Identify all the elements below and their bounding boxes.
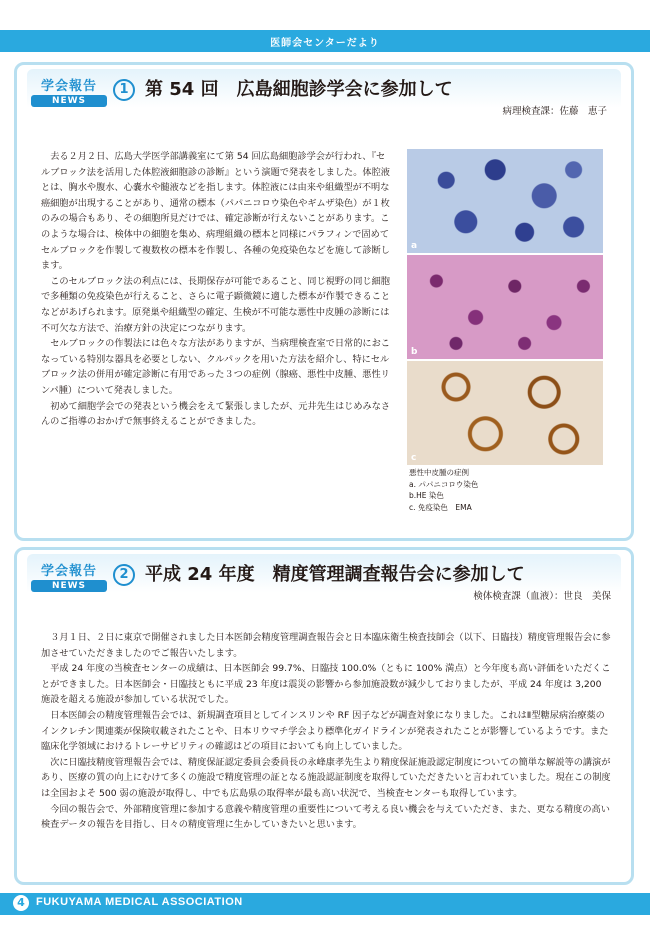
article-title: 平成 24 年度 精度管理調査報告会に参加して bbox=[145, 564, 525, 585]
article-title: 第 54 回 広島細胞診学会に参加して bbox=[145, 79, 453, 100]
header-bar bbox=[0, 30, 650, 52]
paragraph: 初めて細胞学会での発表という機会をえて緊張しましたが、元井先生はじめみなさんのご指導のおかげで無事終えることができました。 bbox=[41, 400, 391, 428]
page-number: 4 bbox=[13, 895, 29, 911]
header-title: 医師会センターだより bbox=[270, 38, 380, 49]
paragraph: 次に日臨技精度管理報告会では、精度保証認定委員会委員長の永峰康孝先生より精度保証施設認定制度についての簡単な解説等の講演があり、医療の質の向上にむけて多くの施設で精度管理の証となる施設認証制度を取得していただきたいと言われていました。現在この制度は全国およそ 500 弱の施設が取得し、中でも広島県の取得率が最も高い状況で、当検査センターも取得しています。 bbox=[41, 756, 611, 799]
association-name: FUKUYAMA MEDICAL ASSOCIATION bbox=[36, 896, 243, 908]
paragraph: 平成 24 年度の当検査センターの成績は、日本医師会 99.7%、日臨技 100.0%（ともに 100% 満点）と今年度も高い評価をいただくことができました。日本医師会・日臨技ともに平成 23 年度は震災の影響から参加施設数が減少しておりましたが、平成 24 年度は 3,200 施設を超える施設が参加している状況でした。 bbox=[41, 663, 611, 706]
news-tag bbox=[31, 560, 107, 592]
article-2-header bbox=[27, 554, 621, 602]
tag-news: NEWS bbox=[31, 580, 107, 592]
paragraph: ３月１日、２日に東京で開催されました日本医師会精度管理調査報告会と日本臨床衛生検査技師会（以下、日臨技）精度管理報告会に参加させていただきましたのでご報告いたします。 bbox=[41, 632, 611, 659]
paragraph: 去る２月２日、広島大学医学部講義室にて第 54 回広島細胞診学会が行われ、『セルブロック法を活用した体腔液細胞診の診断』という演題で発表をしました。体腔液とは、胸水や腹水、心嚢水や髄液などを指します。体腔液には由来や組織型が不明な癌細胞が出現することがあり、通常の標本（パパニコロウ染色やギムザ染色）が１枚のみの場合もあり、その細胞所見だけでは、確定診断が行えないことがあります。このような場合は、検体中の細胞を集め、病理組織の標本と同様にパラフィンで固めてセルブロックを作製して複数枚の標本を作製し、各種の免疫染色などを施して診断します。 bbox=[41, 151, 390, 272]
micrograph-he bbox=[407, 255, 603, 359]
paragraph: セルブロックの作製法には色々な方法がありますが、当病理検査室で日常的におこなっている特別な器具を必要としない、クルパックを用いた方法を紹介し、特にセルブロック法の併用が確定診断に有用であった３つの症例（腺癌、悪性中皮腫、悪性リンパ腫）について発表しました。 bbox=[41, 338, 390, 396]
article-author: 病理検査課：佐藤 恵子 bbox=[502, 106, 607, 117]
news-tag bbox=[31, 75, 107, 107]
tag-news: NEWS bbox=[31, 95, 107, 107]
tag-label: 学会報告 bbox=[40, 564, 97, 579]
caption-line: 悪性中皮腫の症例 bbox=[409, 468, 469, 477]
footer-bar bbox=[0, 893, 650, 915]
article-1 bbox=[14, 62, 634, 541]
paragraph: 今回の報告会で、外部精度管理に参加する意義や精度管理の重要性について考える良い機会を与えていただき、また、更なる精度の高い検査データの報告を目指し、日々の精度管理に生かしていきたいと思います。 bbox=[41, 803, 610, 831]
article-number: 2 bbox=[113, 564, 135, 586]
article-2-body bbox=[41, 630, 613, 833]
article-1-body bbox=[41, 149, 393, 430]
paragraph: このセルブロック法の利点には、長期保存が可能であること、同じ視野の同じ細胞で多種類の免疫染色が行えること、さらに電子顕微鏡に適した標本が作製できることなどがあげられます。原発巣や組織型の確定、生検が不可能な悪性中皮腫の診断には不可欠な方法で、治療方針の決定につながります。 bbox=[41, 275, 391, 334]
caption-line: b.HE 染色 bbox=[409, 491, 444, 500]
caption-line: a. パパニコロウ染色 bbox=[409, 479, 479, 489]
photo-label: c bbox=[411, 453, 417, 463]
article-1-header bbox=[27, 69, 621, 117]
article-2 bbox=[14, 547, 634, 885]
micrograph-papanicolaou bbox=[407, 149, 603, 253]
photo-label: a bbox=[411, 241, 418, 251]
article-author: 検体検査課（血液）：世良 美保 bbox=[473, 591, 611, 602]
tag-label: 学会報告 bbox=[40, 79, 97, 94]
photo-caption bbox=[407, 467, 603, 513]
article-number: 1 bbox=[113, 79, 135, 101]
micrograph-ema bbox=[407, 361, 603, 465]
caption-line: c. 免疫染色 EMA bbox=[409, 502, 472, 512]
photo-column bbox=[407, 149, 603, 513]
paragraph: 日本医師会の精度管理報告会では、新規調査項目としてインスリンや RF 因子などが調査対象になりました。これはⅡ型糖尿病治療薬のインクレチン関連薬が保険収載されたことや、日本リウマチ学会より標準化ガイドラインが発表されたことが影響しているようです。また臨床化学領域におけるトレーサビリティの確認はどの項目においても向上していました。 bbox=[41, 709, 609, 753]
photo-label: b bbox=[411, 347, 418, 357]
